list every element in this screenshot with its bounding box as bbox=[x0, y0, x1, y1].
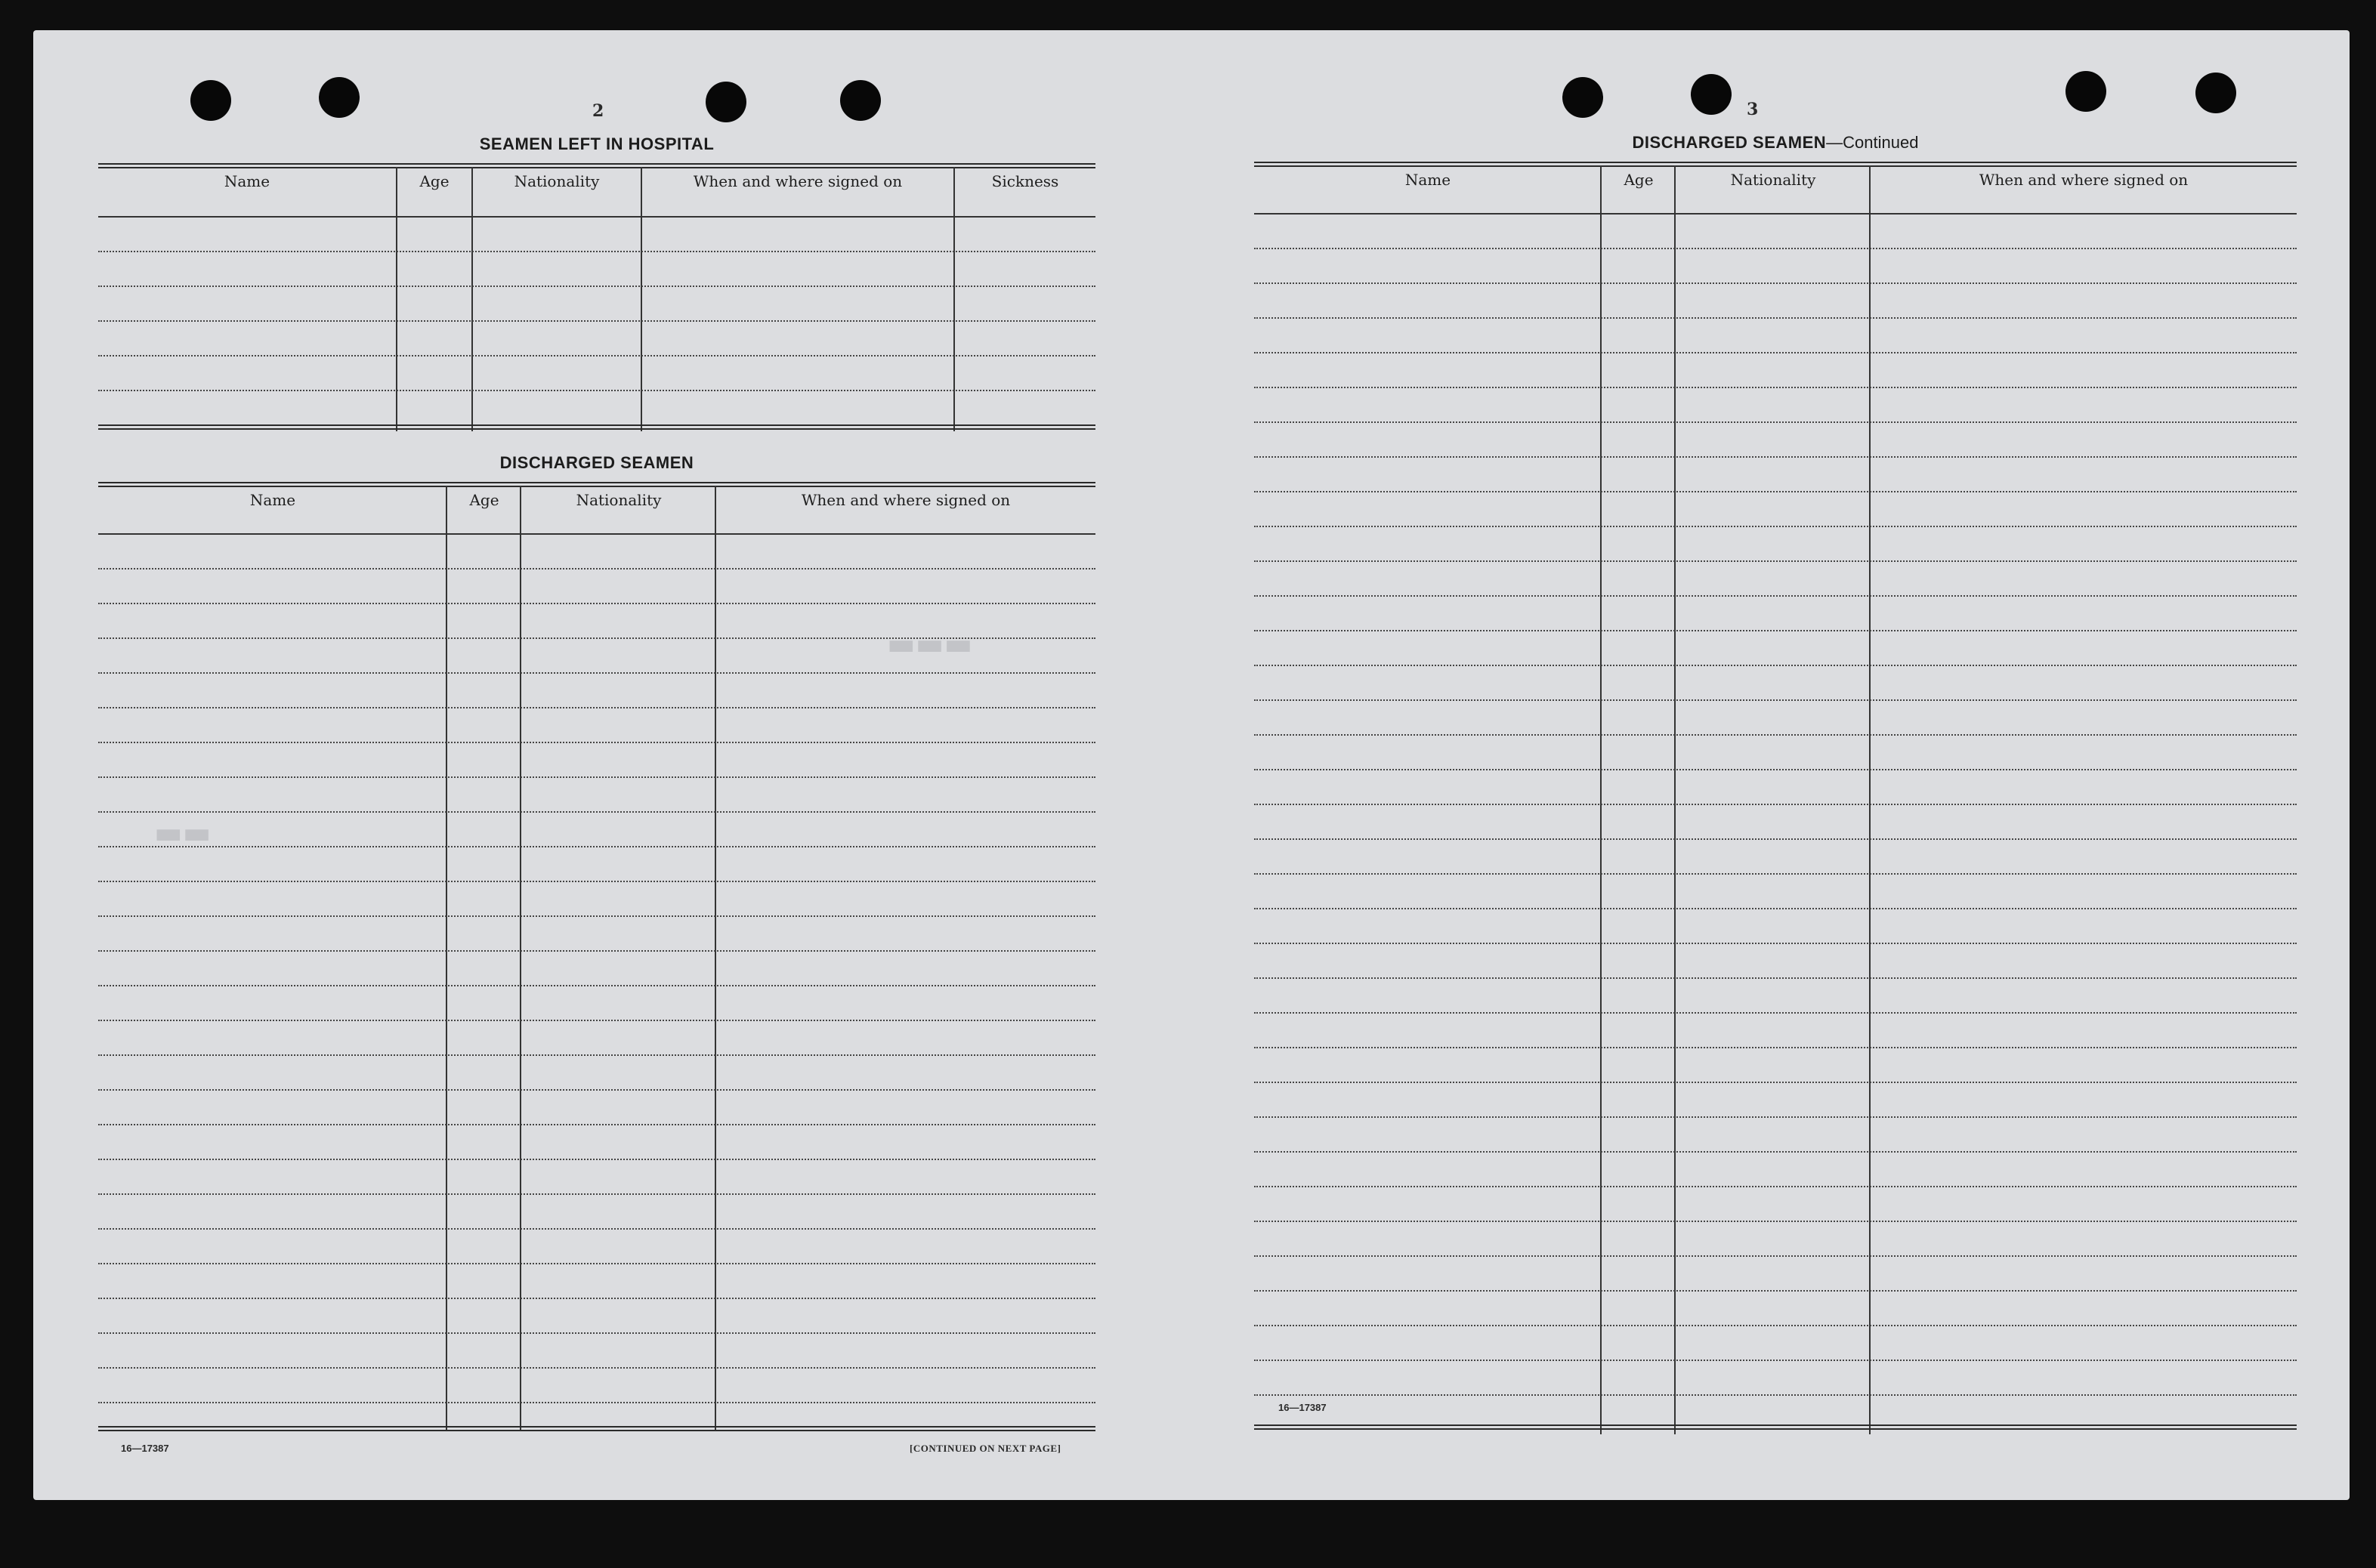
scanned-document bbox=[33, 30, 2350, 1500]
form-number: 16—17387 bbox=[121, 1443, 169, 1454]
bleed-through-mark: ▬▬▬ bbox=[887, 627, 973, 662]
page-number: 2 bbox=[592, 101, 604, 121]
column-header: Name bbox=[224, 172, 270, 190]
punch-hole bbox=[1691, 74, 1732, 115]
punch-hole bbox=[2065, 71, 2106, 112]
discharged-table-right bbox=[1254, 162, 2297, 1438]
column-header: Name bbox=[249, 491, 296, 509]
column-header: Sickness bbox=[991, 172, 1059, 190]
column-header: Age bbox=[419, 172, 450, 190]
continued-suffix: —Continued bbox=[1826, 133, 1919, 152]
punch-hole bbox=[840, 80, 881, 121]
column-header: Age bbox=[469, 491, 499, 509]
column-header: Name bbox=[1404, 171, 1451, 189]
section-title: DISCHARGED SEAMEN bbox=[1632, 133, 1827, 152]
discharged-continued-title bbox=[1254, 133, 2297, 153]
hospital-section-title: SEAMEN LEFT IN HOSPITAL bbox=[479, 134, 715, 153]
form-number: 16—17387 bbox=[1278, 1402, 1327, 1413]
page-number: 3 bbox=[1747, 100, 1759, 119]
column-header: Nationality bbox=[514, 172, 600, 190]
hospital-table bbox=[98, 163, 1095, 435]
column-header: When and where signed on bbox=[693, 172, 903, 190]
continued-note: [CONTINUED ON NEXT PAGE] bbox=[910, 1443, 1061, 1454]
bleed-through-mark: ▬▬ bbox=[154, 816, 212, 850]
column-header: Nationality bbox=[576, 491, 662, 509]
discharged-section-title: DISCHARGED SEAMEN bbox=[499, 453, 694, 472]
punch-hole bbox=[1562, 77, 1603, 118]
column-header: When and where signed on bbox=[1979, 171, 2189, 189]
column-header: Nationality bbox=[1730, 171, 1816, 189]
punch-hole bbox=[2195, 73, 2236, 113]
punch-hole bbox=[319, 77, 360, 118]
column-header: Age bbox=[1624, 171, 1654, 189]
punch-hole bbox=[706, 82, 746, 122]
discharged-table-left bbox=[98, 482, 1095, 1435]
punch-hole bbox=[190, 80, 231, 121]
column-header: When and where signed on bbox=[801, 491, 1011, 509]
